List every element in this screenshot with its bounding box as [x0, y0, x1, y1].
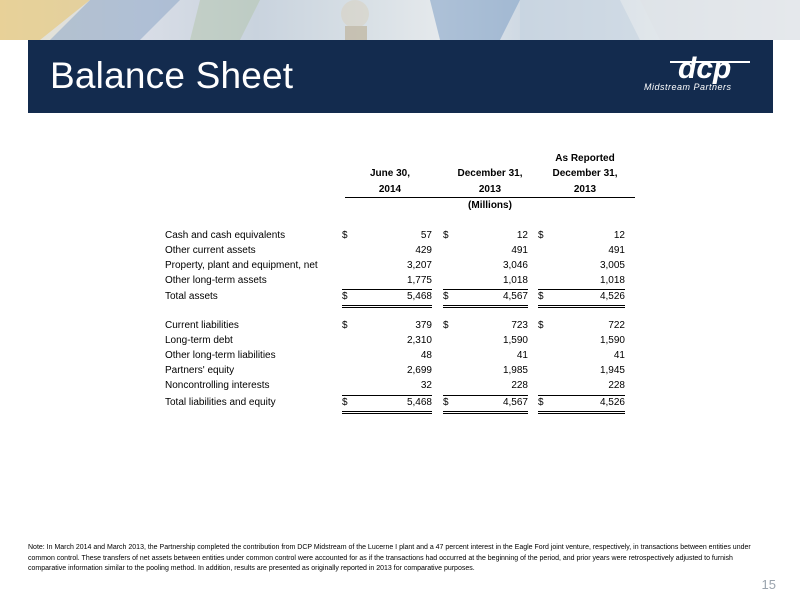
currency-symbol: $: [538, 397, 544, 408]
total-double-underline: [538, 305, 625, 306]
value-cell: 379: [415, 320, 432, 331]
total-double-underline: [538, 307, 625, 308]
total-top-rule: [443, 289, 528, 290]
group-header-as-reported: As Reported: [555, 153, 615, 164]
total-top-rule: [443, 395, 528, 396]
col-2-line2: 2013: [478, 184, 502, 195]
total-top-rule: [342, 395, 432, 396]
value-cell: 2,699: [406, 365, 432, 376]
value-cell: 5,468: [406, 291, 432, 302]
title-bar: [28, 40, 773, 113]
total-top-rule: [342, 289, 432, 290]
value-cell: 41: [516, 350, 528, 361]
value-cell: 57: [420, 230, 432, 241]
value-cell: 41: [613, 350, 625, 361]
row-label: Total liabilities and equity: [165, 397, 276, 408]
col-2-line1: December 31,: [457, 168, 523, 179]
value-cell: 4,526: [599, 291, 625, 302]
logo-subtext: Midstream Partners: [644, 82, 732, 92]
currency-symbol: $: [342, 230, 348, 241]
geometric-pattern: [0, 0, 800, 40]
currency-symbol: $: [538, 230, 544, 241]
page-title: Balance Sheet: [50, 55, 294, 96]
dcp-logo: [640, 52, 755, 102]
currency-symbol: $: [443, 320, 449, 331]
value-cell: 2,310: [406, 335, 432, 346]
footnote: Note: In March 2014 and March 2013, the Partnership completed the contribution from DCP Midstream of the Lucerne I plant and a 47 percent interest in the Eagle Ford joint venture, respectively, in transactions between entities under common control. These transfers of net assets between entities under common control were accounted for as if the transactions had occurred at the beginning of the period, and prior years were retrospectively adjusted to furnish comparative information similar to the pooling method. In addition, results are presented as originally reported in 2013 for comparative purposes.: [28, 544, 751, 572]
value-cell: 722: [608, 320, 625, 331]
value-cell: 1,018: [599, 275, 625, 286]
value-cell: 1,945: [599, 365, 625, 376]
value-cell: 48: [420, 350, 432, 361]
total-double-underline: [342, 411, 432, 412]
row-label: Noncontrolling interests: [165, 380, 270, 391]
logo-text: dcp: [678, 52, 732, 84]
col-3-line2: 2013: [573, 184, 597, 195]
currency-symbol: $: [538, 291, 544, 302]
currency-symbol: $: [342, 397, 348, 408]
col-1-line1: June 30,: [369, 168, 411, 179]
value-cell: 4,567: [502, 291, 528, 302]
row-label: Cash and cash equivalents: [165, 230, 286, 241]
value-cell: 12: [613, 230, 625, 241]
col-1-line2: 2014: [378, 184, 402, 195]
total-double-underline: [342, 413, 432, 414]
value-cell: 3,005: [599, 260, 625, 271]
total-top-rule: [538, 289, 625, 290]
value-cell: 1,018: [502, 275, 528, 286]
value-cell: 228: [608, 380, 625, 391]
total-double-underline: [342, 305, 432, 306]
row-label: Long-term debt: [165, 335, 233, 346]
decorative-banner-image: [0, 0, 800, 40]
total-top-rule: [538, 395, 625, 396]
value-cell: 1,590: [502, 335, 528, 346]
value-cell: 5,468: [406, 397, 432, 408]
currency-symbol: $: [443, 397, 449, 408]
currency-symbol: $: [342, 291, 348, 302]
value-cell: 228: [511, 380, 528, 391]
total-double-underline: [443, 413, 528, 414]
value-cell: 491: [511, 245, 528, 256]
currency-symbol: $: [443, 291, 449, 302]
total-double-underline: [342, 307, 432, 308]
value-cell: 491: [608, 245, 625, 256]
value-cell: 4,526: [599, 397, 625, 408]
value-cell: 1,985: [502, 365, 528, 376]
currency-symbol: $: [443, 230, 449, 241]
row-label: Other long-term liabilities: [165, 350, 276, 361]
value-cell: 32: [420, 380, 432, 391]
total-double-underline: [443, 411, 528, 412]
units-label: (Millions): [468, 200, 512, 211]
row-label: Total assets: [165, 291, 218, 302]
total-double-underline: [538, 411, 625, 412]
value-cell: 4,567: [502, 397, 528, 408]
value-cell: 12: [516, 230, 528, 241]
value-cell: 1,775: [406, 275, 432, 286]
value-cell: 429: [415, 245, 432, 256]
value-cell: 3,207: [406, 260, 432, 271]
header-rule: [345, 197, 635, 198]
total-double-underline: [443, 307, 528, 308]
currency-symbol: $: [538, 320, 544, 331]
row-label: Other long-term assets: [165, 275, 267, 286]
row-label: Current liabilities: [165, 320, 239, 331]
row-label: Other current assets: [165, 245, 256, 256]
total-double-underline: [538, 413, 625, 414]
row-label: Partners' equity: [165, 365, 235, 376]
currency-symbol: $: [342, 320, 348, 331]
page-number: 15: [761, 577, 776, 592]
value-cell: 1,590: [599, 335, 625, 346]
total-double-underline: [443, 305, 528, 306]
row-label: Property, plant and equipment, net: [165, 260, 318, 271]
value-cell: 723: [511, 320, 528, 331]
dcp-logo-mark: [640, 52, 755, 84]
col-3-line1: December 31,: [552, 168, 618, 179]
value-cell: 3,046: [502, 260, 528, 271]
